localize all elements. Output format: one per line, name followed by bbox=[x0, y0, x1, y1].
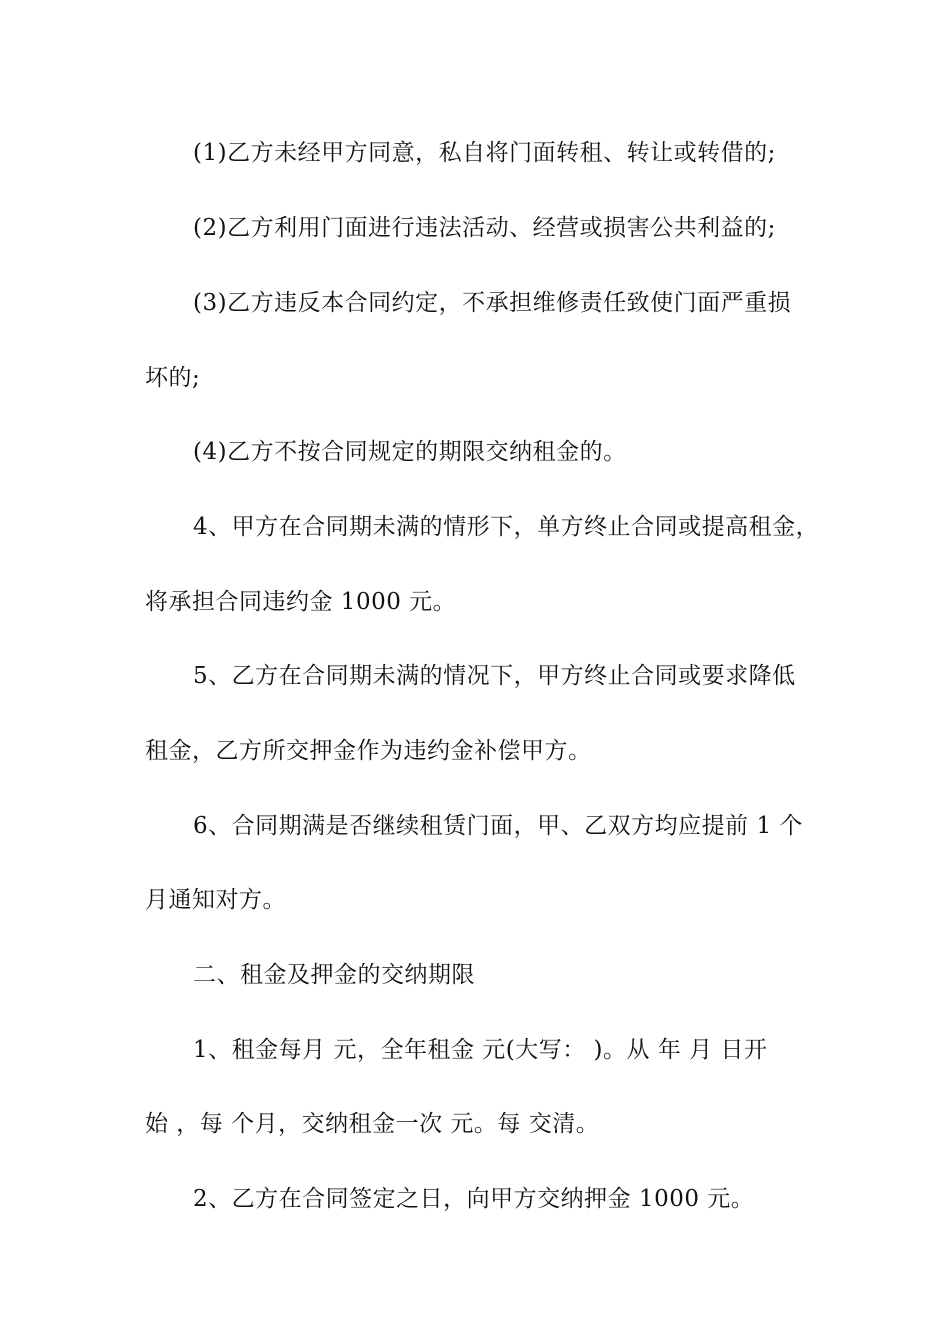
clause-line-2: (2)乙方利用门面进行违法活动、经营或损害公共利益的; bbox=[193, 215, 776, 241]
clause-line-1: (1)乙方未经甲方同意，私自将门面转租、转让或转借的; bbox=[193, 140, 776, 166]
clause-line-15: 2、乙方在合同签定之日，向甲方交纳押金 1000 元。 bbox=[193, 1186, 755, 1212]
section-heading: 二、租金及押金的交纳期限 bbox=[193, 962, 475, 988]
clause-line-7: 将承担合同违约金 1000 元。 bbox=[145, 589, 457, 615]
clause-line-10: 6、合同期满是否继续租赁门面，甲、乙双方均应提前 1 个 bbox=[193, 813, 803, 839]
clause-line-11: 月通知对方。 bbox=[145, 887, 286, 913]
clause-line-6: 4、甲方在合同期未满的情形下，单方终止合同或提高租金， bbox=[193, 514, 820, 540]
clause-line-5: (4)乙方不按合同规定的期限交纳租金的。 bbox=[193, 439, 627, 465]
clause-line-13: 1、租金每月 元，全年租金 元(大写： )。从 年 月 日开 bbox=[193, 1037, 768, 1063]
clause-line-14: 始 ，每 个月，交纳租金一次 元。每 交清。 bbox=[145, 1111, 600, 1137]
clause-line-4: 坏的; bbox=[145, 365, 201, 391]
clause-line-9: 租金，乙方所交押金作为违约金补偿甲方。 bbox=[145, 738, 592, 764]
clause-line-8: 5、乙方在合同期未满的情况下，甲方终止合同或要求降低 bbox=[193, 663, 796, 689]
clause-line-3: (3)乙方违反本合同约定，不承担维修责任致使门面严重损 bbox=[193, 290, 792, 316]
